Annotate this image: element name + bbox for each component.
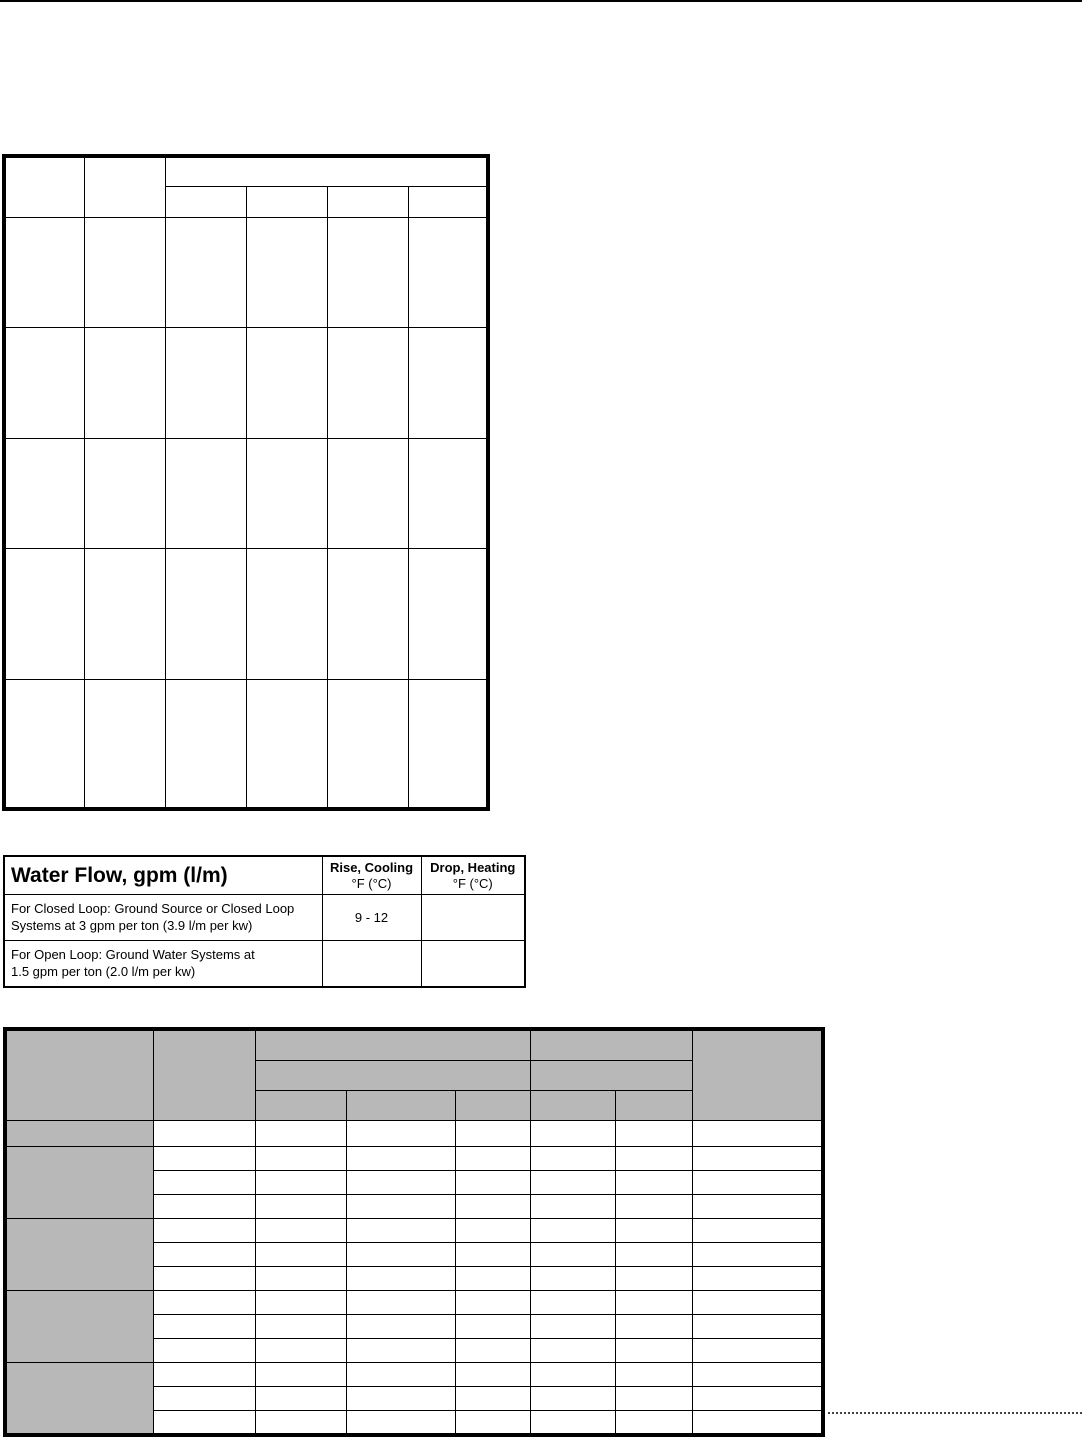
closed-loop-rise-cooling: 9 - 12 (322, 895, 421, 941)
rise-cooling-label: Rise, Cooling (329, 859, 414, 875)
grid1-subheader-cell (327, 186, 408, 217)
grid1-subheader-cell (165, 186, 246, 217)
grid3-header-cell (615, 1090, 692, 1120)
grid3-header-cell (692, 1029, 823, 1120)
water-flow-title: Water Flow, gpm (l/m) (4, 856, 322, 895)
grid1-header-cell (4, 156, 84, 217)
closed-loop-description (4, 895, 322, 941)
blank-grid-table-3 (3, 1027, 825, 1437)
open-loop-line2: 1.5 gpm per ton (2.0 l/m per kw) (11, 964, 196, 980)
open-loop-drop-heating (421, 940, 525, 987)
grid3-row (5, 1291, 823, 1315)
grid3-header-cell (530, 1029, 692, 1060)
closed-loop-line1: For Closed Loop: Ground Source or Closed Loop (11, 901, 295, 917)
rise-cooling-unit: °F (°C) (351, 875, 392, 891)
grid1-row (4, 217, 488, 327)
grid1-row (4, 438, 488, 548)
grid3-row (5, 1120, 823, 1146)
water-flow-row (4, 895, 525, 941)
blank-grid-table-1 (2, 154, 490, 811)
grid3-header-cell (530, 1060, 692, 1090)
open-loop-line1: For Open Loop: Ground Water Systems at (11, 947, 255, 963)
grid3-row (5, 1218, 823, 1242)
open-loop-rise-cooling (322, 940, 421, 987)
grid3-header-cell (153, 1029, 255, 1120)
drop-heating-header (421, 856, 525, 895)
grid3-header-cell (255, 1060, 530, 1090)
grid3-header-cell (530, 1090, 615, 1120)
closed-loop-line2: Systems at 3 gpm per ton (3.9 l/m per kw) (11, 918, 253, 934)
grid3-row (5, 1363, 823, 1387)
closed-loop-drop-heating (421, 895, 525, 941)
grid1-subheader-cell (408, 186, 488, 217)
water-flow-table (3, 855, 526, 988)
water-flow-row (4, 940, 525, 987)
dotted-leader-line (828, 1412, 1082, 1414)
grid3-header-cell (346, 1090, 455, 1120)
rise-cooling-header (322, 856, 421, 895)
drop-heating-unit: °F (°C) (452, 875, 493, 891)
grid3-header-cell (455, 1090, 530, 1120)
grid1-header-cell (165, 156, 488, 186)
drop-heating-label: Drop, Heating (430, 859, 516, 875)
top-rule (0, 0, 1082, 2)
grid3-header-cell (255, 1090, 346, 1120)
grid1-header-cell (84, 156, 165, 217)
grid3-header-cell (5, 1029, 153, 1120)
grid3-header-cell (255, 1029, 530, 1060)
open-loop-description (4, 940, 322, 987)
grid1-row (4, 548, 488, 679)
grid1-row (4, 327, 488, 438)
grid3-row (5, 1146, 823, 1170)
grid1-subheader-cell (246, 186, 327, 217)
grid1-row (4, 679, 488, 809)
